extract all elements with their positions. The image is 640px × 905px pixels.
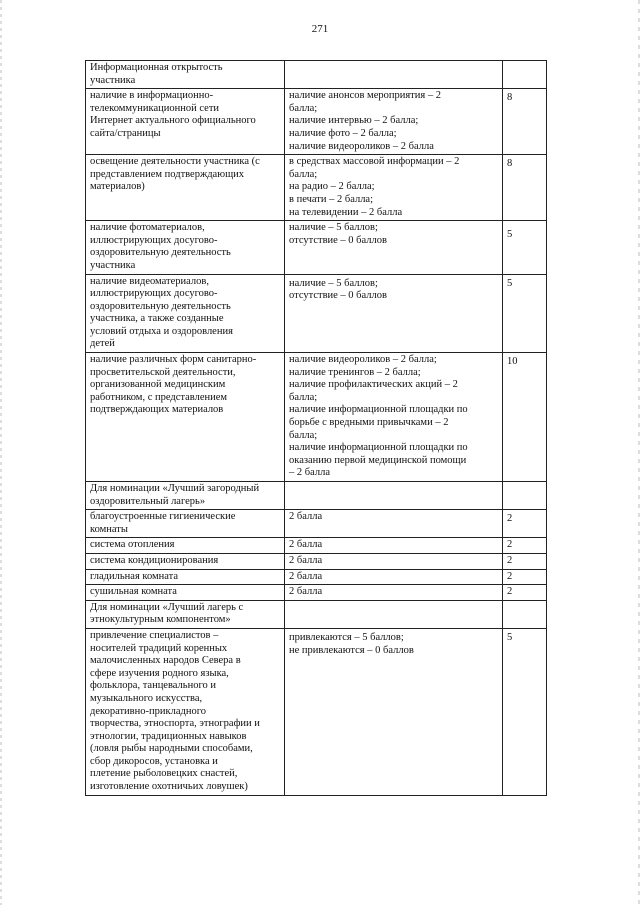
table-row: [86, 482, 547, 510]
method-cell: 2 балла: [285, 553, 503, 569]
criterion-cell: система отопления: [86, 538, 285, 554]
criterion-cell: благоустроенные гигиенические комнаты: [86, 510, 285, 538]
score-cell: [503, 274, 547, 353]
score-value: 5: [507, 277, 513, 289]
table-row: [86, 89, 547, 155]
method-cell: наличие видеороликов – 2 балла; наличие тренингов – 2 балла; наличие профилактических акций – 2 балла; наличие информационной площадки по борьбе с вредными привычками – 2 балла; наличие информационной площадки по оказанию первой медицинской помощи – 2 балла: [285, 353, 503, 482]
method-text: наличие – 5 баллов; отсутствие – 0 баллов: [289, 277, 387, 302]
score-value: 8: [507, 158, 513, 170]
section-heading: Для номинации «Лучший загородный оздоровительный лагерь»: [86, 482, 285, 510]
score-value: 2: [507, 513, 513, 525]
criterion-cell: сушильная комната: [86, 585, 285, 601]
method-text: привлекаются – 5 баллов; не привлекаются – 0 баллов: [289, 631, 414, 656]
score-cell: 2: [503, 585, 547, 601]
method-cell: 2 балла: [285, 510, 503, 538]
method-cell: 2 балла: [285, 569, 503, 585]
method-cell: 2 балла: [285, 585, 503, 601]
score-cell: [503, 628, 547, 795]
criterion-cell: система кондиционирования: [86, 553, 285, 569]
table-row: [86, 538, 547, 554]
table-row: [86, 221, 547, 274]
method-cell: наличие анонсов мероприятия – 2 балла; наличие интервью – 2 балла; наличие фото – 2 балла; наличие видеороликов – 2 балла: [285, 89, 503, 155]
method-cell: [285, 600, 503, 628]
table-row: [86, 61, 547, 89]
table-row: [86, 628, 547, 795]
table-row: [86, 600, 547, 628]
score-cell: [503, 510, 547, 538]
score-value: 5: [507, 229, 513, 241]
method-cell: [285, 482, 503, 510]
score-cell: [503, 353, 547, 482]
scan-edge-left: [0, 0, 2, 905]
table-row: [86, 510, 547, 538]
score-cell: 2: [503, 538, 547, 554]
method-cell: 2 балла: [285, 538, 503, 554]
criteria-table: [85, 60, 547, 796]
score-cell: 2: [503, 553, 547, 569]
table-row: [86, 569, 547, 585]
score-cell: [503, 155, 547, 221]
score-cell: [503, 89, 547, 155]
table-row: [86, 155, 547, 221]
method-cell: [285, 628, 503, 795]
criterion-cell: наличие фотоматериалов, иллюстрирующих досугово- оздоровительную деятельность участника: [86, 221, 285, 274]
method-cell: [285, 274, 503, 353]
criterion-cell: гладильная комната: [86, 569, 285, 585]
table-row: [86, 274, 547, 353]
criterion-cell: наличие в информационно- телекоммуникационной сети Интернет актуального официального сайта/страницы: [86, 89, 285, 155]
score-cell: [503, 482, 547, 510]
table-row: [86, 553, 547, 569]
score-cell: 2: [503, 569, 547, 585]
score-cell: [503, 221, 547, 274]
criterion-cell: освещение деятельности участника (с представлением подтверждающих материалов): [86, 155, 285, 221]
criterion-cell: Информационная открытость участника: [86, 61, 285, 89]
page-number: 271: [311, 23, 329, 35]
score-value: 5: [507, 631, 513, 643]
score-value: 8: [507, 92, 513, 104]
section-heading: Для номинации «Лучший лагерь с этнокультурным компонентом»: [86, 600, 285, 628]
score-cell: [503, 600, 547, 628]
table-row: [86, 353, 547, 482]
method-cell: [285, 61, 503, 89]
method-cell: в средствах массовой информации – 2 балла; на радио – 2 балла; в печати – 2 балла; на телевидении – 2 балла: [285, 155, 503, 221]
criterion-cell: наличие различных форм санитарно- просветительской деятельности, организованной медицинским работником, с представлением подтверждающих материалов: [86, 353, 285, 482]
criterion-cell: привлечение специалистов – носителей традиций коренных малочисленных народов Севера в сфере изучения родного языка, фольклора, танцевального и музыкального искусства, декоративно-прикладного творчества, этноспорта, этнографии и этнологии, традиционных навыков (ловля рыбы народными способами, сбор дикоросов, установка и плетение рыболовецких снастей, изготовление охотничьих ловушек): [86, 628, 285, 795]
score-value: 10: [507, 356, 518, 368]
score-cell: [503, 61, 547, 89]
table-row: [86, 585, 547, 601]
method-cell: наличие – 5 баллов; отсутствие – 0 баллов: [285, 221, 503, 274]
criterion-cell: наличие видеоматериалов, иллюстрирующих досугово- оздоровительную деятельность участника, а также созданные условий отдыха и оздоровления детей: [86, 274, 285, 353]
